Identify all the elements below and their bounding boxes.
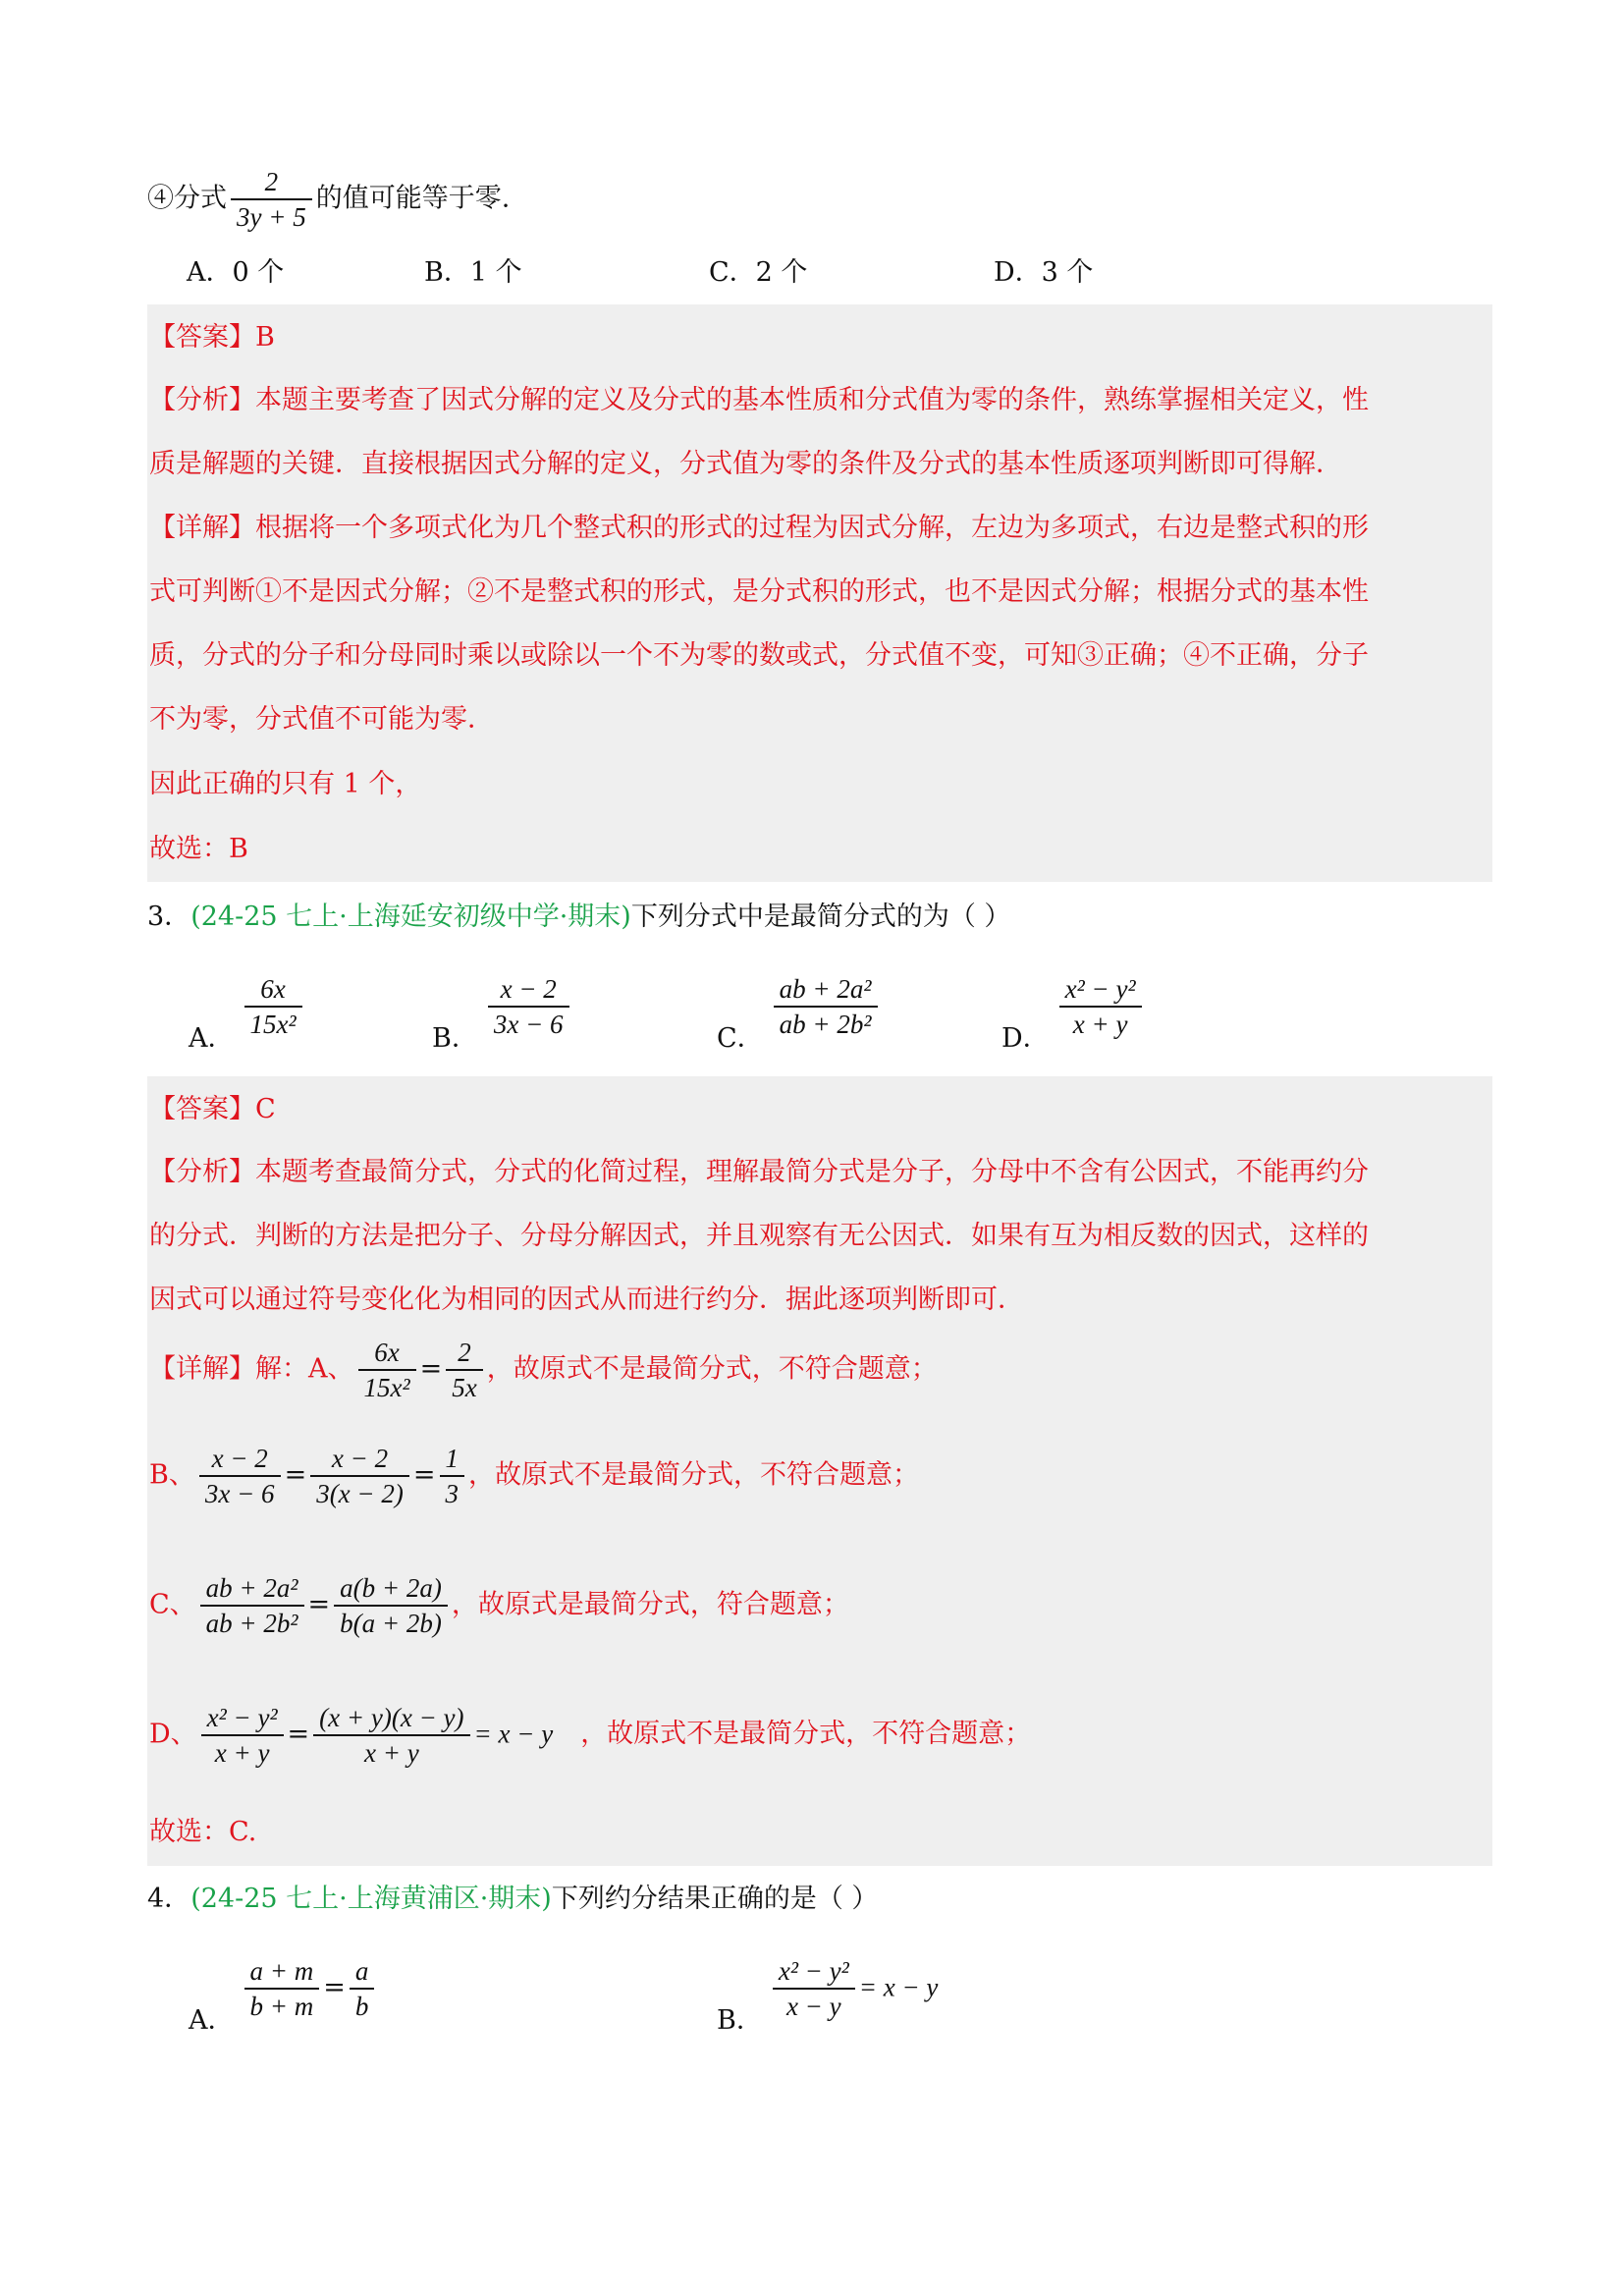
item4-den: 3y + 5 xyxy=(237,201,306,232)
q3-detail-d-label: D、 xyxy=(149,1719,197,1750)
q3-stem-text: 下列分式中是最简分式的为（ ） xyxy=(630,902,1011,932)
q3-detail-c-den2: b(a + 2b) xyxy=(340,1608,442,1638)
q3-d-den: x + y xyxy=(1072,1009,1128,1039)
q3-detail-d-den: x + y xyxy=(214,1737,270,1768)
q3-answer: 【答案】C xyxy=(149,1094,276,1124)
q3-detail-d-den2: x + y xyxy=(364,1737,419,1768)
q3-detail-d: D、 $\frac{\text{x² − y²}}{x + y}$ = $\frac{(x + y)(x - y)}{x + y}$ = x − y ，故原式不是最简分式，不符合题意； xyxy=(149,1703,1032,1768)
q3-detail-a-den: 15x² xyxy=(363,1372,410,1402)
q3-detail-b-text: ，故原式不是最简分式，不符合题意； xyxy=(468,1459,919,1491)
q3-option-c xyxy=(717,972,882,1054)
q3-detail-a-num2: 2 xyxy=(458,1338,471,1367)
q2-detail-line-2: 式可判断①不是因式分解；②不是整式积的形式，是分式积的形式，也不是因式分解；根据分式的基本性 xyxy=(149,576,1369,607)
q4-option-b-label: B． xyxy=(717,2004,763,2036)
q3-option-b xyxy=(432,972,573,1054)
q3-detail-prefix: 【详解】解：A、 xyxy=(149,1353,354,1385)
item4-num: 2 xyxy=(264,167,279,196)
q4-b-result: = x − y xyxy=(858,1972,939,2002)
q2-option-b: B．1 个 xyxy=(424,257,522,288)
q3-option-d-label: D． xyxy=(1001,1022,1050,1054)
q2-option-d: D．3 个 xyxy=(994,257,1094,288)
q4-a-num: a + m xyxy=(249,1956,314,1986)
q3-detail-a-den2: 5x xyxy=(452,1372,477,1402)
q3-source: (24-25 七上·上海延安初级中学·期末) xyxy=(190,902,631,932)
q3-c-num: ab + 2a² xyxy=(779,974,872,1004)
q3-d-num: x² − y² xyxy=(1064,974,1136,1004)
q3-detail-b-den3: 3 xyxy=(445,1478,459,1508)
q4-option-b xyxy=(717,1954,939,2036)
q3-analysis-line-2: 的分式．判断的方法是把分子、分母分解因式，并且观察有无公因式．如果有互为相反数的因式，这样的 xyxy=(149,1221,1369,1251)
q4-a-rnum: a xyxy=(354,1956,369,1986)
q3-detail-d-num2: (x + y)(x − y) xyxy=(319,1703,464,1732)
q4-source: (24-25 七上·上海黄浦区·期末) xyxy=(190,1884,552,1914)
q3-detail-a-num: 6x xyxy=(374,1338,400,1367)
q3-detail-d-text: ，故原式不是最简分式，不符合题意； xyxy=(580,1719,1032,1750)
q2-detail-line-5: 因此正确的只有 1 个， xyxy=(149,769,422,799)
q2-option-a: A．0 个 xyxy=(187,257,285,288)
q3-option-a xyxy=(189,972,306,1054)
q3-analysis-line-1: 【分析】本题考查最简分式，分式的化简过程，理解最简分式是分子，分母中不含有公因式，不能再约分 xyxy=(149,1157,1369,1187)
q3-choose: 故选：C. xyxy=(149,1817,257,1847)
item4-prefix: ④分式 xyxy=(147,183,227,214)
q3-b-num: x − 2 xyxy=(500,974,557,1004)
q3-detail-c: C、 $\frac{\text{ab + 2a²}}{\text{ab + 2b²}}$ = $\frac{a(b + 2a)}{b(a + 2b)}$ ，故原式是最简分式，符合题意； xyxy=(149,1573,849,1638)
q3-detail-b-den: 3x − 6 xyxy=(204,1478,275,1508)
q3-detail-b-num3: 1 xyxy=(445,1444,459,1473)
q2-detail-line-4: 不为零，分式值不可能为零． xyxy=(149,704,494,735)
q2-answer: 【答案】B xyxy=(149,322,275,353)
q3-option-c-label: C． xyxy=(717,1022,764,1054)
q2-detail-line-1: 【详解】根据将一个多项式化为几个整式积的形式的过程为因式分解，左边为多项式，右边是整式积的形 xyxy=(149,513,1369,543)
item4-fraction xyxy=(231,165,312,234)
q3-a-num: 6x xyxy=(260,974,286,1004)
q3-stem xyxy=(147,898,1010,937)
q3-a-den: 15x² xyxy=(249,1009,297,1039)
item4-suffix: 的值可能等于零. xyxy=(315,183,511,214)
q2-analysis-line-2: 质是解题的关键．直接根据因式分解的定义，分式值为零的条件及分式的基本性质逐项判断即可得解． xyxy=(149,449,1342,479)
q2-detail-line-3: 质，分式的分子和分母同时乘以或除以一个不为零的数或式，分式值不变，可知③正确；④不正确，分子 xyxy=(149,640,1369,671)
q3-detail-c-num: ab + 2a² xyxy=(205,1573,298,1603)
q3-option-d xyxy=(1001,972,1146,1054)
q2-analysis-line-1: 【分析】本题主要考查了因式分解的定义及分式的基本性质和分式值为零的条件，熟练掌握相关定义，性 xyxy=(149,385,1369,415)
q4-option-a-label: A． xyxy=(189,2004,235,2036)
q4-b-den: x − y xyxy=(785,1991,841,2021)
q3-detail-b-den2: 3(x − 2) xyxy=(316,1478,404,1508)
q3-detail-b-num: x − 2 xyxy=(211,1444,268,1473)
q3-detail-a-text: ，故原式不是最简分式，不符合题意； xyxy=(486,1353,938,1385)
q3-c-den: ab + 2b² xyxy=(779,1009,872,1039)
q4-number: 4． xyxy=(147,1884,191,1914)
q3-option-a-label: A． xyxy=(189,1022,235,1054)
q4-a-den: b + m xyxy=(249,1991,314,2021)
q4-b-num: x² − y² xyxy=(778,1956,849,1986)
q2-option-c: C．2 个 xyxy=(709,257,808,288)
q3-detail-b-label: B、 xyxy=(149,1459,195,1491)
q4-option-a: A． $\frac{a + m}{b + m}$ = $\frac{a}{b}$ xyxy=(189,1954,378,2023)
q3-option-b-label: B． xyxy=(432,1022,478,1054)
q4-stem xyxy=(147,1880,878,1919)
q3-detail-a: 【详解】解：A、 $\frac{6x}{\text{15x²}}$ = $\frac{2}{5x}$ ，故原式不是最简分式，不符合题意； xyxy=(149,1338,938,1402)
q3-detail-c-label: C、 xyxy=(149,1589,196,1620)
q2-item4 xyxy=(147,165,510,234)
q4-a-rden: b xyxy=(354,1991,369,2021)
q3-detail-b-num2: x − 2 xyxy=(331,1444,389,1473)
q3-detail-d-num: x² − y² xyxy=(206,1703,278,1732)
q3-b-den: 3x − 6 xyxy=(493,1009,564,1039)
q3-detail-b: B、 $\frac{x - 2}{3x - 6}$ = $\frac{x - 2}{3(x - 2)}$ = $\frac{1}{3}$ ，故原式不是最简分式，不符合题意； xyxy=(149,1444,919,1508)
q3-detail-d-result: = x − y xyxy=(473,1719,554,1749)
q3-detail-c-den: ab + 2b² xyxy=(205,1608,298,1638)
q3-detail-c-text: ，故原式是最简分式，符合题意； xyxy=(451,1589,849,1620)
q3-number: 3． xyxy=(147,902,191,932)
q3-detail-c-num2: a(b + 2a) xyxy=(340,1573,442,1603)
q3-analysis-line-3: 因式可以通过符号变化化为相同的因式从而进行约分．据此逐项判断即可． xyxy=(149,1285,1024,1315)
q4-stem-text: 下列约分结果正确的是（ ） xyxy=(551,1884,879,1914)
q2-choose: 故选：B xyxy=(149,834,248,864)
